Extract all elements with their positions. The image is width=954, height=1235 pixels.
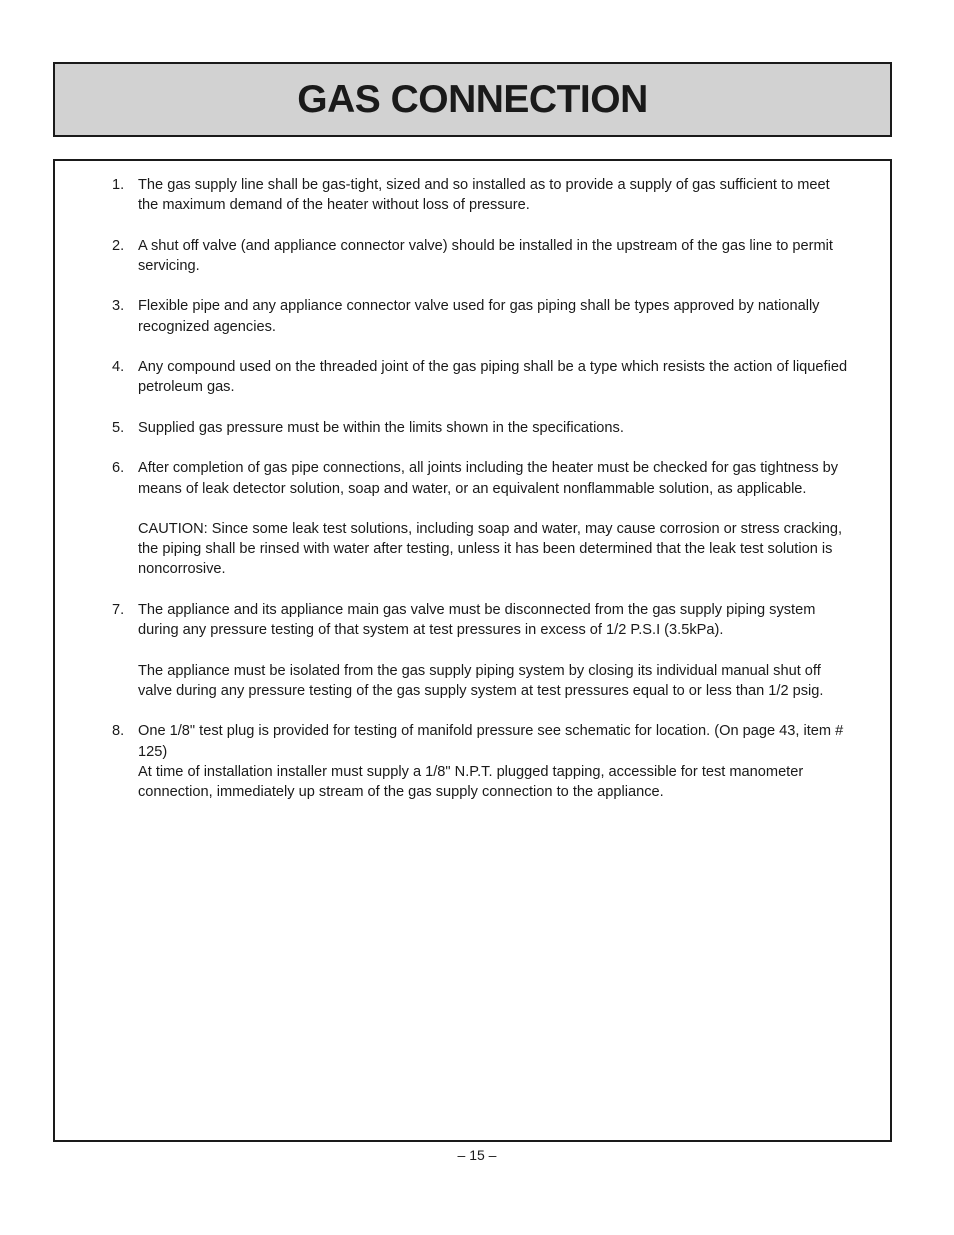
item-text: A shut off valve (and appliance connector valve) should be installed in the upstream of the gas line to permit servicing. (138, 237, 833, 274)
list-item (112, 458, 852, 579)
item-text: The appliance must be isolated from the gas supply piping system by closing its individual manual shut off valve during any pressure testing of the gas supply system at test pressures equal to or less than 1/2 psig. (138, 662, 824, 699)
item-text: After completion of gas pipe connections, all joints including the heater must be checked for gas tightness by means of leak detector solution, soap and water, or an equivalent nonflammable solution, as applicable. (138, 460, 839, 497)
item-number: 1. (112, 177, 125, 193)
item-number: 5. (112, 419, 125, 436)
item-number: 8. (112, 723, 125, 740)
item-text: One 1/8" test plug is provided for testing of manifold pressure see schematic for location. (On page 43, item # 125) (138, 723, 844, 760)
item-text: Flexible pipe and any appliance connector valve used for gas piping shall be types approved by nationally recognized agencies. (138, 298, 820, 335)
list-item (112, 175, 852, 215)
item-text: Any compound used on the threaded joint of the gas piping shall be a type which resists the action of liquefied petroleum gas. (138, 359, 848, 396)
list-item (112, 721, 852, 802)
list-item (112, 296, 852, 336)
page-number: – 15 – (457, 1147, 497, 1163)
item-number: 3. (112, 298, 125, 315)
item-text: At time of installation installer must supply a 1/8" N.P.T. plugged tapping, accessible for test manometer connection, immediately up stream of the gas supply connection to the appliance. (138, 763, 804, 800)
item-number: 2. (112, 237, 125, 254)
title-banner (53, 62, 892, 137)
item-text: Supplied gas pressure must be within the limits shown in the specifications. (138, 419, 624, 436)
list-item (112, 236, 852, 276)
list-item (112, 357, 852, 397)
content-panel (53, 159, 892, 1142)
instruction-list (112, 175, 852, 822)
list-item (112, 418, 852, 438)
item-number: 7. (112, 601, 125, 618)
item-number: 6. (112, 460, 125, 477)
item-text: The gas supply line shall be gas-tight, sized and so installed as to provide a supply of gas sufficient to meet the maximum demand of the heater without loss of pressure. (138, 177, 830, 214)
caution-text: CAUTION: Since some leak test solutions, including soap and water, may cause corrosion or stress cracking, the piping shall be rinsed with water after testing, unless it has been determined that the leak test solution is noncorrosive. (138, 521, 843, 578)
item-text: The appliance and its appliance main gas valve must be disconnected from the gas supply piping system during any pressure testing of that system at test pressures in excess of 1/2 P.S.I (3.5kPa). (138, 601, 816, 639)
list-item (112, 600, 852, 701)
item-number: 4. (112, 359, 125, 376)
page-title: GAS CONNECTION (297, 77, 648, 121)
